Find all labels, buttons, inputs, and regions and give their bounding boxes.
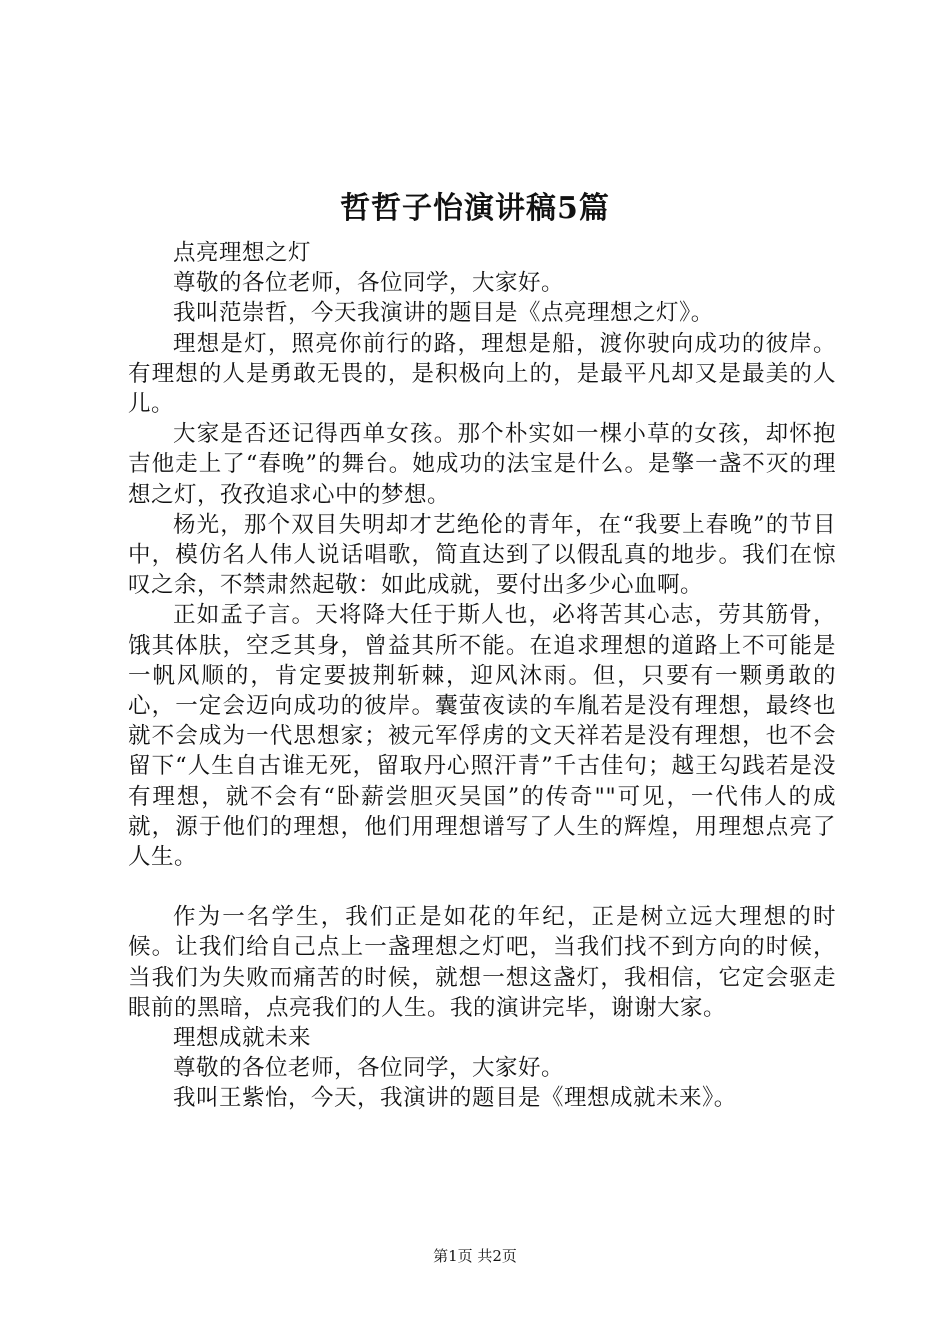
intro-paragraph: 我叫范崇哲，今天我演讲的题目是《点亮理想之灯》。 — [173, 300, 714, 327]
body-paragraph: 理想是灯，照亮你前行的路，理想是船，渡你驶向成功的彼岸。有理想的人是勇敢无畏的，是积极向上的，是最平凡却又是最美的人儿。 — [128, 330, 836, 418]
greeting-paragraph: 尊敬的各位老师，各位同学，大家好。 — [173, 270, 565, 297]
intro-paragraph: 我叫王紫怡，今天，我演讲的题目是《理想成就未来》。 — [173, 1085, 737, 1112]
section-heading: 点亮理想之灯 — [173, 240, 312, 266]
body-paragraph: 作为一名学生，我们正是如花的年纪，正是树立远大理想的时候。让我们给自己点上一盏理想之灯吧，当我们找不到方向的时候，当我们为失败而痛苦的时候，就想一想这盏灯，我相信，它定会驱走眼前的黑暗，点亮我们的人生。我的演讲完毕，谢谢大家。 — [128, 904, 836, 1021]
document-title: 哲哲子怡演讲稿5篇 — [340, 191, 610, 226]
section-heading: 理想成就未来 — [173, 1025, 312, 1052]
body-paragraph: 正如孟子言。天将降大任于斯人也，必将苦其心志，劳其筋骨，饿其体肤，空乏其身，曾益其所不能。在追求理想的道路上不可能是一帆风顺的，肯定要披荆斩棘，迎风沐雨。但，只要有一颗勇敢的心，一定会迈向成功的彼岸。囊萤夜读的车胤若是没有理想，最终也就不会成为一代思想家；被元军俘虏的文天祥若是没有理想，也不会留下“人生自古谁无死，留取丹心照汗青”千古佳句；越王勾践若是没有理想，就不会有“卧薪尝胆灭吴国”的传奇""可见，一代伟人的成就，源于他们的理想，他们用理想谱写了人生的辉煌，用理想点亮了人生。 — [128, 602, 836, 871]
body-paragraph: 大家是否还记得西单女孩。那个朴实如一棵小草的女孩，却怀抱吉他走上了“春晚”的舞台。她成功的法宝是什么。是擎一盏不灭的理想之灯，孜孜追求心中的梦想。 — [128, 421, 836, 508]
greeting-paragraph: 尊敬的各位老师，各位同学，大家好。 — [173, 1055, 565, 1082]
body-paragraph: 杨光，那个双目失明却才艺绝伦的青年，在“我要上春晚”的节目中，模仿名人伟人说话唱歌，简直达到了以假乱真的地步。我们在惊叹之余，不禁肃然起敬：如此成就，要付出多少心血啊。 — [128, 511, 836, 599]
document-body — [128, 238, 836, 1114]
page-footer: 第1页 共2页 — [433, 1247, 517, 1265]
